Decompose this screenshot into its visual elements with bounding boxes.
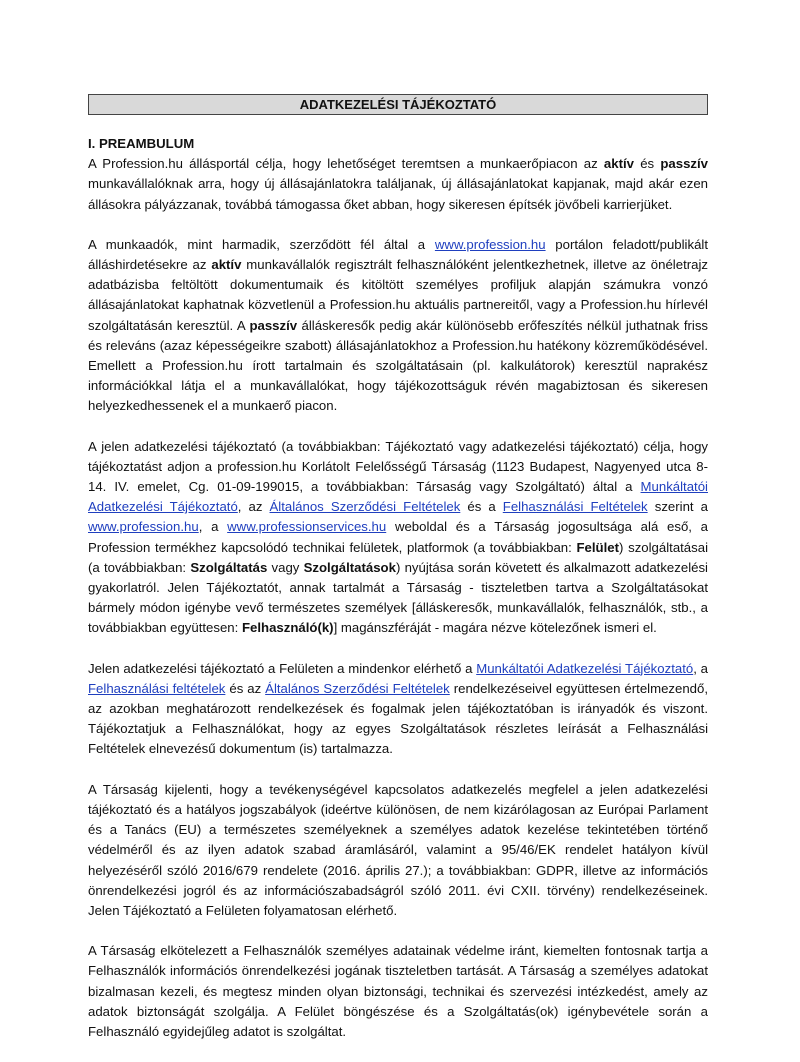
link-aszf-2[interactable]: Általános Szerződési Feltételek	[265, 680, 450, 696]
link-felhasznalasi-feltetelek-2[interactable]: Felhasználási feltételek	[88, 680, 226, 696]
link-professionservices-hu[interactable]: www.professionservices.hu	[227, 519, 387, 535]
link-munkaltatoi-adatkezelesi[interactable]: Munkáltatói Adatkezelési Tájékoztató	[88, 479, 708, 515]
paragraph-1: A Profession.hu állásportál célja, hogy lehetőséget teremtsen a munkaerőpiacon az aktív és passzív munkavállalóknak arra, hogy új állásajánlatokra találjanak, új állásajánlatokat kapjanak, majd akár ezen állásokra pályázzanak, továbbá támogassa őket abban, hogy sikeresen építsék jövőbeli karrierjüket.	[88, 156, 708, 212]
paragraph-4: Jelen adatkezelési tájékoztató a Felületen a mindenkor elérhető a Munkáltatói Adatkezelési Tájékoztató, a Felhasználási feltételek és az Általános Szerződési Feltételek rendelkezéseivel együttesen értelmezendő, az azokban meghatározott rendelkezések és fogalmak jelen tájékoztatóban is irányadók és viszont. Tájékoztatjuk a Felhasználókat, hogy az egyes Szolgáltatások részletes leírását a Felhasználási Feltételek elnevezésű dokumentum (is) tartalmazza.	[88, 660, 708, 757]
link-profession-hu-2[interactable]: www.profession.hu	[88, 519, 199, 535]
document-page	[88, 94, 708, 1062]
link-felhasznalasi-feltetelek[interactable]: Felhasználási Feltételek	[502, 499, 648, 515]
link-munkaltatoi-adatkezelesi-2[interactable]: Munkáltatói Adatkezelési Tájékoztató	[476, 660, 694, 676]
document-title: ADATKEZELÉSI TÁJÉKOZTATÓ	[88, 94, 708, 115]
link-aszf[interactable]: Általános Szerződési Feltételek	[269, 499, 461, 515]
paragraph-6: A Társaság elkötelezett a Felhasználók személyes adatainak védelme iránt, kiemelten fontosnak tartja a Felhasználók információs önrendelkezési jogának tiszteletben tartását. A Társaság a személyes adatokat bizalmasan kezeli, és megtesz minden olyan biztonsági, technikai és szervezési intézkedést, amely az adatok biztonságát szolgálja. A Felület böngészése és a Szolgáltatás(ok) igénybevétele során a Felhasználó egyidejűleg adatot is szolgáltat.	[88, 943, 708, 1039]
paragraph-5: A Társaság kijelenti, hogy a tevékenységével kapcsolatos adatkezelés megfelel a jelen adatkezelési tájékoztató és a hatályos jogszabályok (ideértve különösen, de nem kizárólagosan az Európai Parlament és a Tanács (EU) a természetes személyeknek a személyes adatok kezelése tekintetében történő védelméről és az ilyen adatok szabad áramlásáról, valamint a 95/46/EK rendelet hatályon kívül helyezéséről szóló 2016/679 rendelete (2016. április 27.); a továbbiakban: GDPR, illetve az információs önrendelkezési jogról és az információszabadságról szóló 2011. évi CXII. törvény) rendelkezéseinek. Jelen Tájékoztató a Felületen folyamatosan elérhető.	[88, 781, 708, 918]
paragraph-3: A jelen adatkezelési tájékoztató (a továbbiakban: Tájékoztató vagy adatkezelési tájékoztató) célja, hogy tájékoztatást adjon a profession.hu Korlátolt Felelősségű Társaság (1123 Budapest, Nagyenyed utca 8-14. IV. emelet, Cg. 01-09-199015, a továbbiakban: Társaság vagy Szolgáltató) által a Munkáltatói Adatkezelési Tájékoztató, az Általános Szerződési Feltételek és a Felhasználási Feltételek szerint a www.profession.hu, a www.professionservices.hu weboldal és a Társaság jogosultsága alá eső, a Profession termékhez kapcsolódó technikai felületek, platformok (a továbbiakban: Felület) szolgáltatásai (a továbbiakban: Szolgáltatás vagy Szolgáltatások) nyújtása során követett és alkalmazott adatkezelési gyakorlatról. Jelen Tájékoztatót, annak tartalmát a Társaság - tiszteletben tartva a Szolgáltatásokat bármely módon igénybe vevő természetes személyek [álláskeresők, munkavállalók, felhasználók, stb., a továbbiakban együttesen: Felhasználó(k)] magánszféráját - magára nézve kötelezőnek ismeri el.	[88, 438, 709, 636]
section-heading: I. PREAMBULUM	[88, 136, 195, 151]
paragraph-2: A munkaadók, mint harmadik, szerződött fél által a www.profession.hu portálon feladott/publikált álláshirdetésekre az aktív munkavállalók regisztrált felhasználóként jelentkezhetnek, illetve az önéletrajz adatbázisba feltöltött dokumentumaik és kitöltött személyes profiljuk alapján számukra vonzó állásajánlatokat kaphatnak közvetlenül a Profession.hu aktuális partnereitől, vagy a Profession.hu hírlevél szolgáltatásán keresztül. A passzív álláskeresők pedig akár különösebb erőfeszítés nélkül juthatnak friss és releváns (azaz képességeikre szabott) állásajánlatokhoz a Profession.hu hatékony közreműködésével. Emellett a Profession.hu írott tartalmain és szolgáltatásain (pl. kalkulátorok) keresztül naprakész információkkal látja el a munkavállalókat, hogy tájékozottságuk révén magabiztosan és sikeresen helyezkedhessenek el a munkaerő piacon.	[88, 236, 709, 414]
link-profession-hu[interactable]: www.profession.hu	[434, 236, 546, 252]
